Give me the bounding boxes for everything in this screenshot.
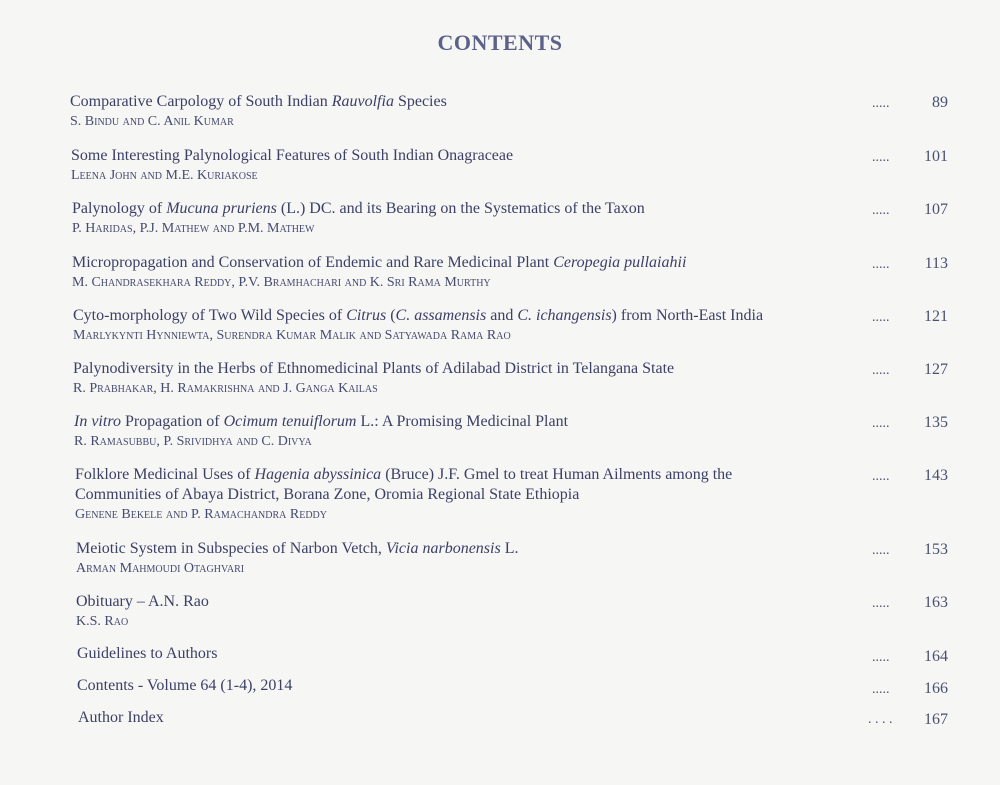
toc-entry[interactable] (72, 199, 972, 239)
article-authors: Genene Bekele and P. Ramachandra Reddy (75, 507, 328, 522)
article-authors: R. Prabhakar, H. Ramakrishna and J. Ganga Kailas (73, 381, 378, 396)
page-number: 113 (924, 255, 948, 272)
toc-entry[interactable] (76, 592, 976, 632)
article-title: Micropropagation and Conservation of Endemic and Rare Medicinal Plant Ceropegia pullaiahii (72, 254, 687, 271)
article-title: Comparative Carpology of South Indian Rauvolfia Species (70, 93, 447, 110)
leader-dots: ..... (872, 310, 890, 325)
page-number: 89 (932, 94, 948, 111)
page-number: 107 (924, 201, 948, 218)
leader-dots: ..... (872, 150, 890, 165)
toc-entry[interactable] (77, 676, 977, 696)
article-authors: K.S. Rao (76, 614, 129, 629)
toc-entry[interactable] (71, 146, 971, 186)
page-number: 153 (924, 541, 948, 558)
toc-entry[interactable] (70, 92, 970, 132)
article-title: In vitro Propagation of Ocimum tenuiflorum L.: A Promising Medicinal Plant (74, 413, 569, 430)
toc-entry[interactable] (74, 412, 974, 452)
leader-dots: ..... (872, 203, 890, 218)
page-number: 135 (924, 414, 948, 431)
leader-dots: ..... (872, 469, 890, 484)
page-title: CONTENTS (437, 30, 563, 55)
article-title: Cyto-morphology of Two Wild Species of Citrus (C. assamensis and C. ichangensis) from North-East India (73, 307, 764, 324)
page-number: 143 (924, 467, 948, 484)
article-authors: S. Bindu and C. Anil Kumar (70, 114, 234, 129)
toc-entry[interactable] (75, 465, 975, 525)
leader-dots: . . . . (868, 712, 893, 727)
article-authors: R. Ramasubbu, P. Srividhya and C. Divya (74, 434, 312, 449)
page-number: 127 (924, 361, 948, 378)
toc-entry[interactable] (77, 644, 977, 664)
page-number: 101 (924, 148, 948, 165)
article-title: Some Interesting Palynological Features of South Indian Onagraceae (71, 147, 514, 164)
leader-dots: ..... (872, 416, 890, 431)
leader-dots: ..... (872, 682, 890, 697)
toc-entry[interactable] (78, 708, 978, 728)
article-title: Guidelines to Authors (77, 645, 218, 662)
article-title: Meiotic System in Subspecies of Narbon Vetch, Vicia narbonensis L. (76, 540, 519, 557)
article-authors: Leena John and M.E. Kuriakose (71, 168, 258, 183)
page-number: 163 (924, 594, 948, 611)
page-number: 121 (924, 308, 948, 325)
leader-dots: ..... (872, 363, 890, 378)
article-title: Folklore Medicinal Uses of Hagenia abyssinica (Bruce) J.F. Gmel to treat Human Ailments among the (75, 466, 733, 483)
page-number: 167 (924, 711, 948, 728)
leader-dots: ..... (872, 257, 890, 272)
article-title: Author Index (78, 709, 164, 726)
toc-entry[interactable] (76, 539, 976, 579)
article-title-continued: Communities of Abaya District, Borana Zone, Oromia Regional State Ethiopia (75, 486, 580, 503)
toc-entry[interactable] (73, 306, 973, 346)
leader-dots: ..... (872, 543, 890, 558)
leader-dots: ..... (872, 596, 890, 611)
article-authors: Arman Mahmoudi Otaghvari (76, 561, 245, 576)
leader-dots: ..... (872, 96, 890, 111)
leader-dots: ..... (872, 650, 890, 665)
toc-entry[interactable] (72, 253, 972, 293)
toc-entry[interactable] (73, 359, 973, 399)
article-title: Palynodiversity in the Herbs of Ethnomedicinal Plants of Adilabad District in Telangana State (73, 360, 675, 377)
article-authors: Marlykynti Hynniewta, Surendra Kumar Malik and Satyawada Rama Rao (73, 328, 511, 343)
article-authors: M. Chandrasekhara Reddy, P.V. Bramhachari and K. Sri Rama Murthy (72, 275, 491, 290)
page-number: 164 (924, 648, 948, 665)
article-title: Contents - Volume 64 (1-4), 2014 (77, 677, 293, 694)
article-title: Obituary – A.N. Rao (76, 593, 209, 610)
article-authors: P. Haridas, P.J. Mathew and P.M. Mathew (72, 221, 315, 236)
page-number: 166 (924, 680, 948, 697)
article-title: Palynology of Mucuna pruriens (L.) DC. and its Bearing on the Systematics of the Taxon (72, 200, 645, 217)
